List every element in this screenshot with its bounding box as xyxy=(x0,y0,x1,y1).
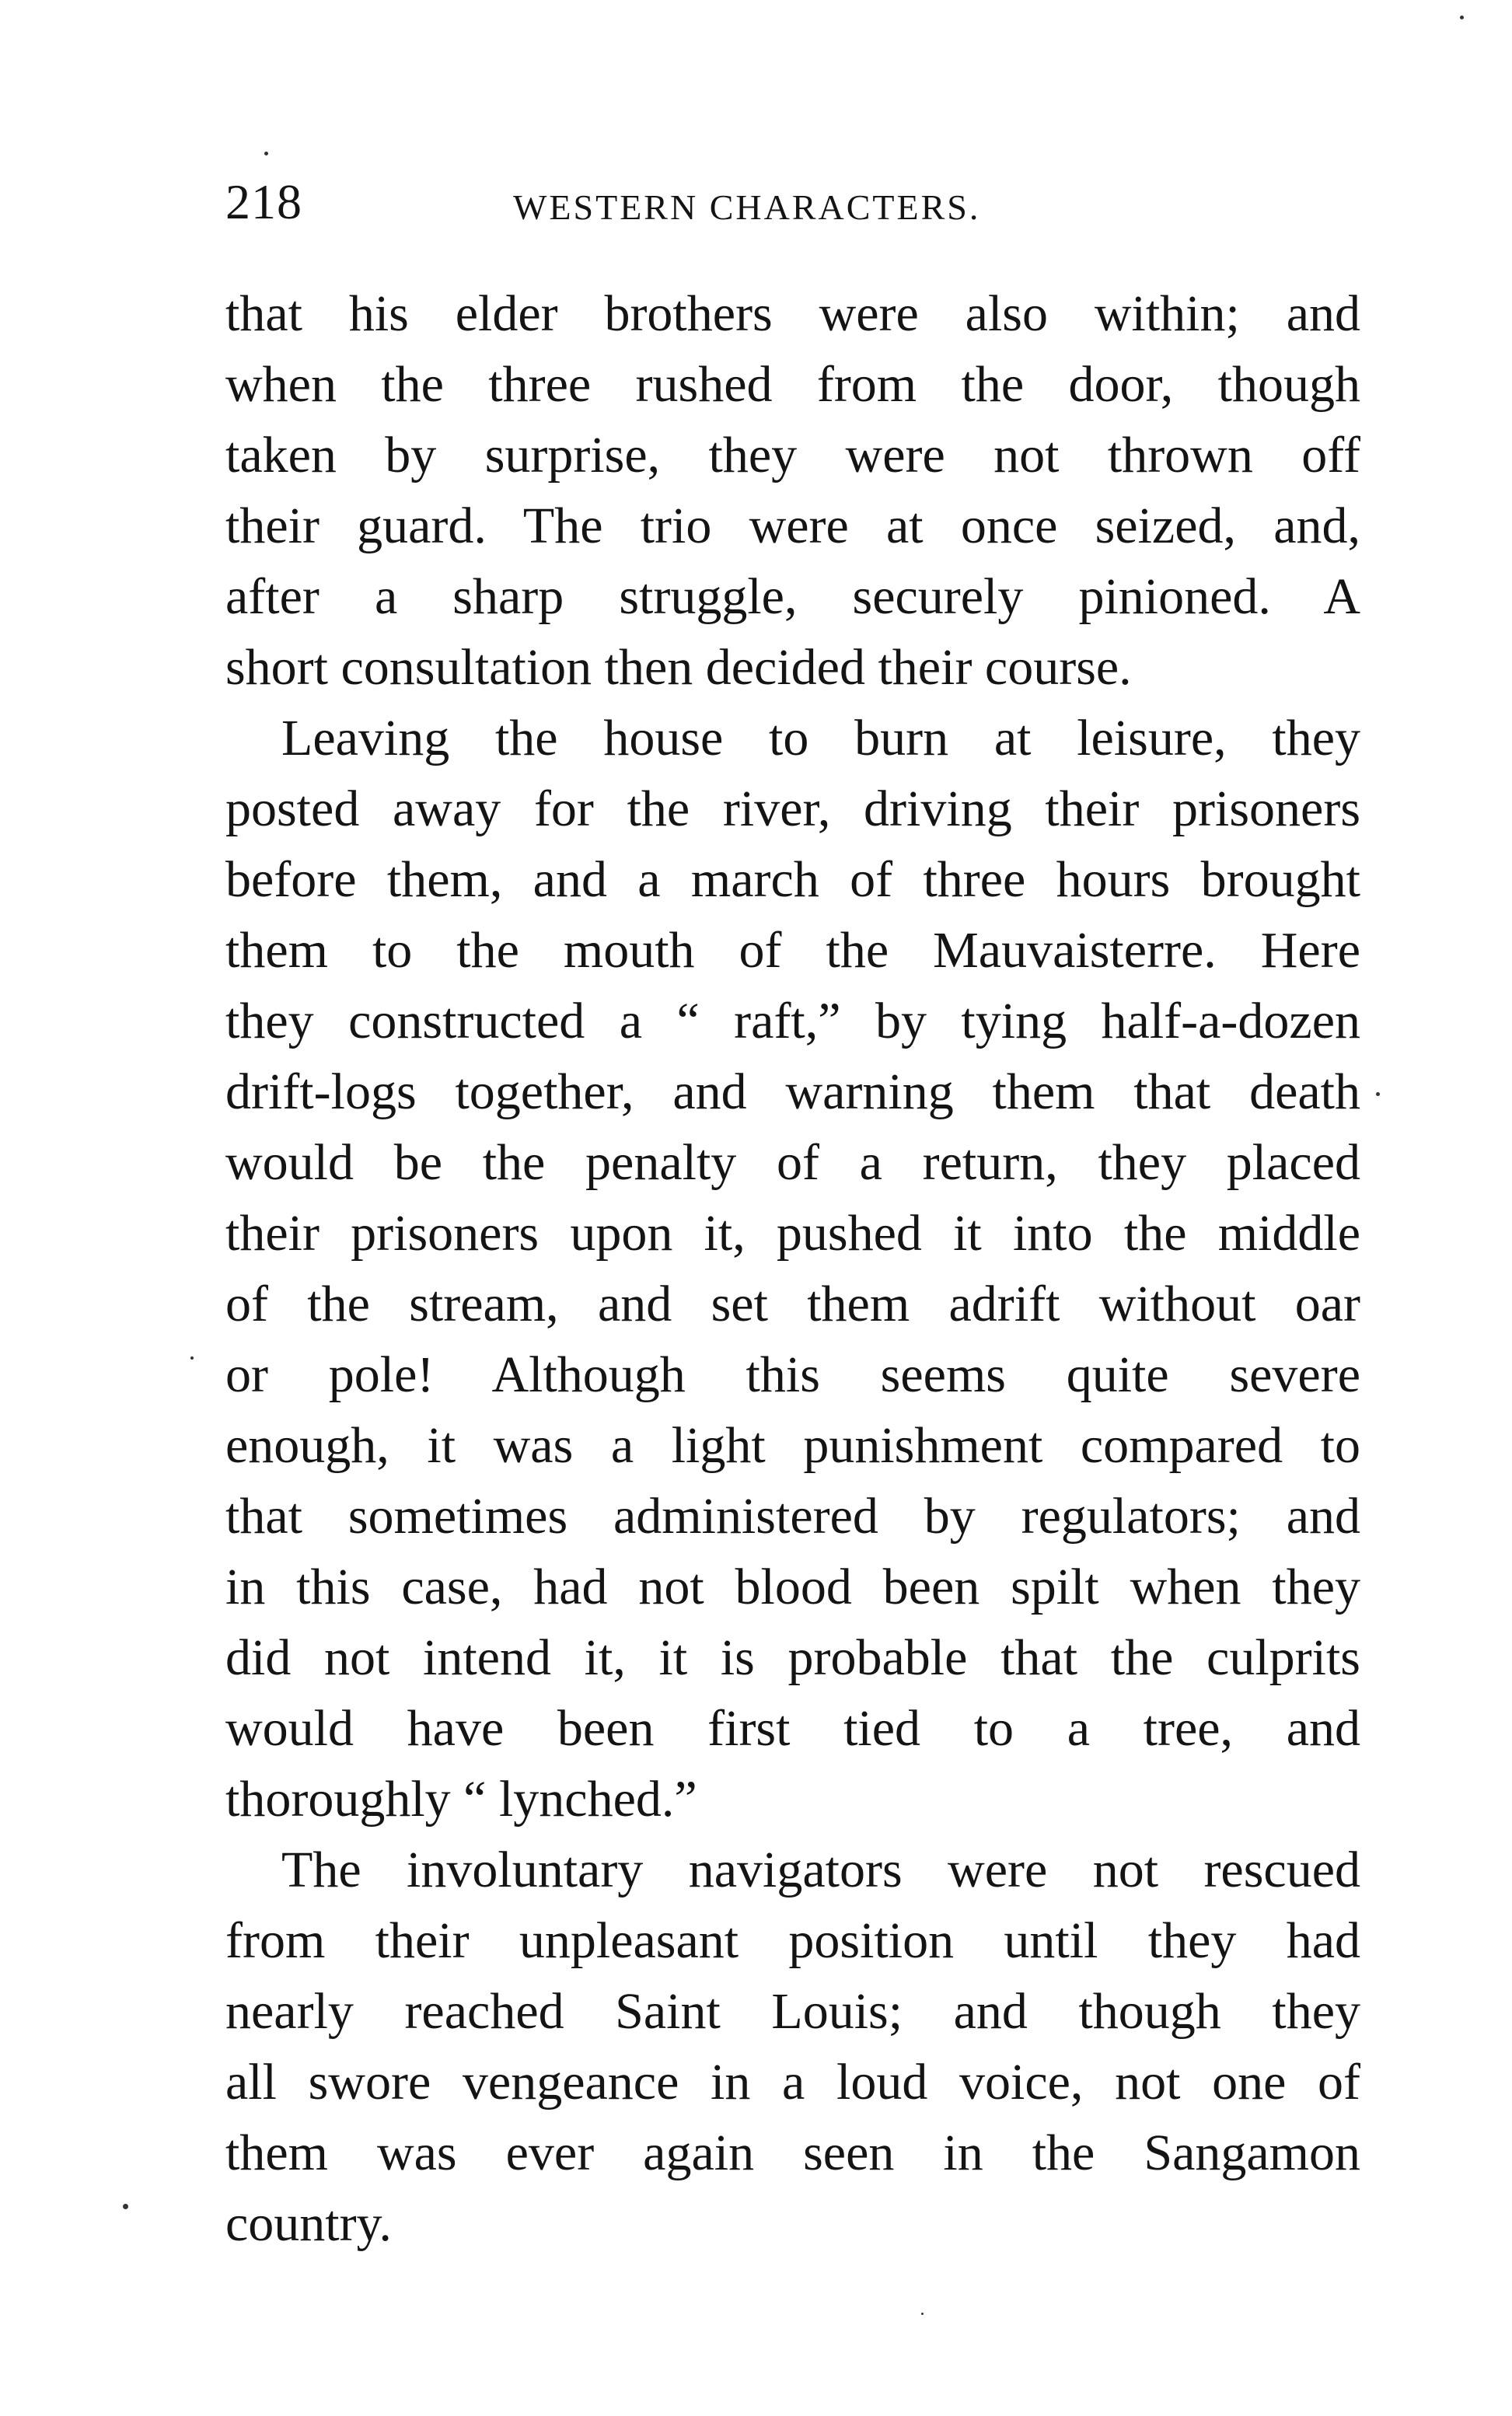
text-line: them was ever again seen in the Sangamon xyxy=(225,2124,1360,2181)
text-line: of the stream, and set them adrift without oar xyxy=(225,1276,1360,1332)
paragraph-last-line: country. xyxy=(225,2195,392,2252)
text-line: posted away for the river, driving their prisoners xyxy=(225,780,1360,837)
text-line: nearly reached Saint Louis; and though they xyxy=(225,1983,1360,2040)
text-line: they constructed a “ raft,” by tying half-a-dozen xyxy=(225,993,1360,1049)
text-line: from their unpleasant position until they had xyxy=(225,1912,1360,1969)
text-line: in this case, had not blood been spilt when they xyxy=(225,1559,1360,1615)
text-line: enough, it was a light punishment compared to xyxy=(225,1417,1360,1474)
text-line: them to the mouth of the Mauvaisterre. Here xyxy=(225,922,1360,979)
paragraph-last-line: short consultation then decided their course. xyxy=(225,639,1132,696)
text-line: when the three rushed from the door, though xyxy=(225,356,1360,413)
scan-speck xyxy=(921,2313,924,2315)
text-line: all swore vengeance in a loud voice, not one of xyxy=(225,2054,1360,2111)
scan-speck xyxy=(1460,16,1464,19)
page-number: 218 xyxy=(225,174,302,229)
text-line: that his elder brothers were also within; and xyxy=(225,285,1360,342)
page-header xyxy=(225,175,1368,237)
text-line: after a sharp struggle, securely pinioned. A xyxy=(225,568,1360,625)
paragraph-first-line: The involuntary navigators were not rescued xyxy=(281,1842,1360,1898)
text-line: did not intend it, it is probable that the culprits xyxy=(225,1629,1360,1686)
scan-speck xyxy=(1376,1092,1380,1096)
text-line: would have been first tied to a tree, and xyxy=(225,1700,1360,1757)
text-line: their prisoners upon it, pushed it into the middle xyxy=(225,1205,1360,1262)
scan-speck xyxy=(264,152,268,155)
paragraph-last-line: thoroughly “ lynched.” xyxy=(225,1771,697,1828)
text-line: that sometimes administered by regulators; and xyxy=(225,1488,1360,1545)
paragraph-first-line: Leaving the house to burn at leisure, they xyxy=(281,710,1360,766)
text-line: or pole! Although this seems quite severe xyxy=(225,1346,1360,1403)
scan-speck xyxy=(190,1356,194,1360)
scan-speck xyxy=(123,2204,128,2209)
text-line: their guard. The trio were at once seized, and, xyxy=(225,498,1360,554)
running-head: WESTERN CHARACTERS. xyxy=(513,187,981,227)
text-line: before them, and a march of three hours brought xyxy=(225,851,1360,908)
body-text xyxy=(225,278,1360,2259)
text-line: drift-logs together, and warning them that death xyxy=(225,1063,1360,1120)
text-line: would be the penalty of a return, they placed xyxy=(225,1134,1360,1191)
text-line: taken by surprise, they were not thrown off xyxy=(225,427,1360,484)
